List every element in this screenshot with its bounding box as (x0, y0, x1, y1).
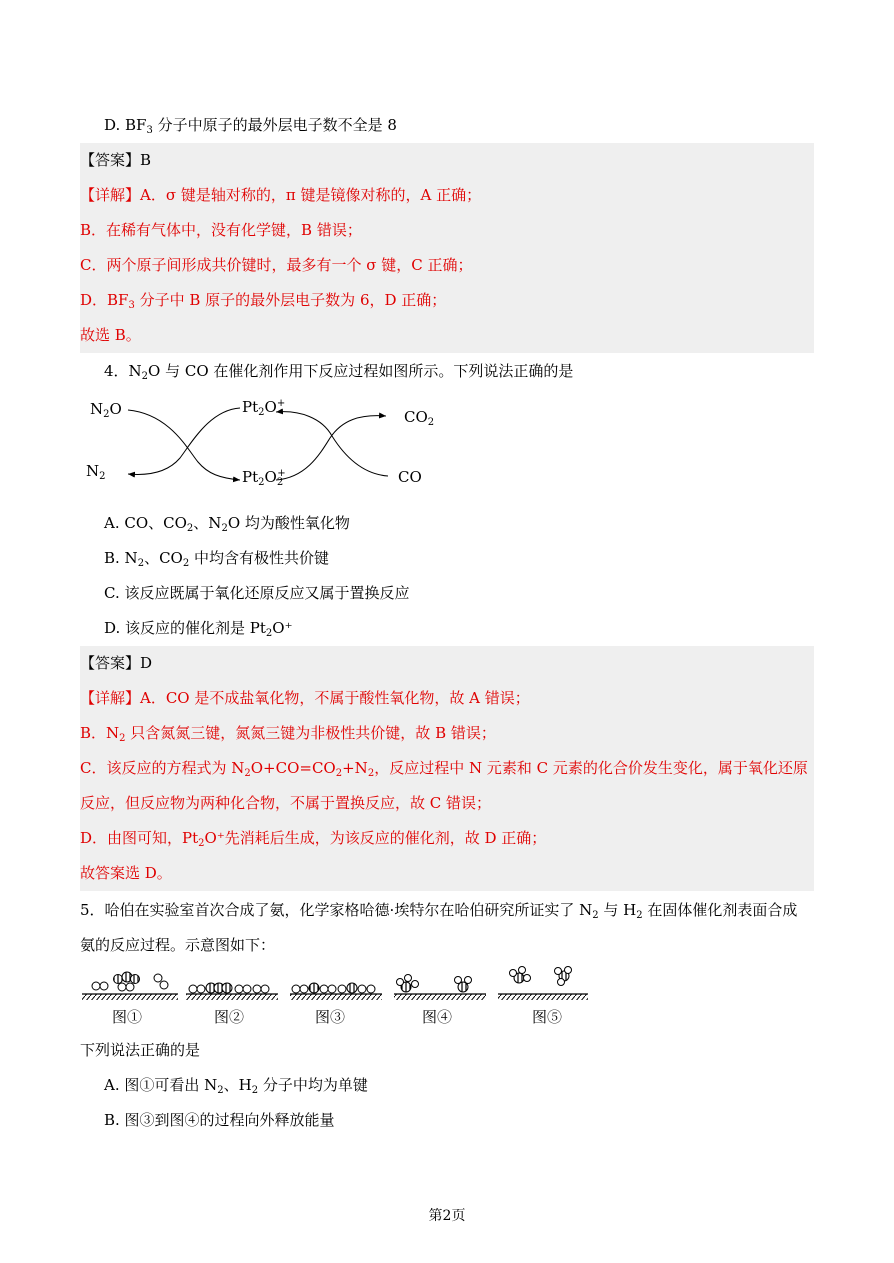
arrow-pt2o-to-n2 (128, 408, 240, 474)
fig-label-3: 图③ (315, 1008, 346, 1026)
q3-detail-d: D．$BF_3$ 分子中 B 原子的最外层电子数为 6，D 正确； (80, 283, 814, 318)
arrow-co-to-pt2o (276, 412, 388, 476)
q5-option-a: A. 图①可看出 $N_2$、$H_2$ 分子中均为单键 (104, 1076, 368, 1096)
label-co2: $CO_2$ (404, 408, 435, 428)
q4-answer: 【答案】D (80, 646, 814, 681)
fig-label-4: 图④ (422, 1008, 453, 1026)
reaction-cycle-diagram (80, 392, 460, 502)
q5-option-b: B. 图③到图④的过程向外释放能量 (104, 1111, 335, 1129)
q3-detail-a: 【详解】A．σ 键是轴对称的，π 键是镜像对称的，A 正确； (80, 178, 814, 213)
label-co: CO (398, 468, 422, 486)
panel-2 (186, 983, 278, 1000)
fig-label-1: 图① (112, 1008, 143, 1026)
label-pt2o-plus: $Pt_2O^+$ (242, 398, 286, 418)
fig-label-5: 图⑤ (532, 1008, 563, 1026)
q4-option-b: B. $N_2$、$CO_2$ 中均含有极性共价键 (104, 549, 329, 569)
q5-stem-line1: 5．哈伯在实验室首次合成了氨，化学家格哈德·埃特尔在哈伯研究所证实了 $N_2$ 与 $H_2$ 在固体催化剂表面合成 (80, 901, 798, 921)
q4-option-c: C. 该反应既属于氧化还原反应又属于置换反应 (104, 584, 410, 602)
q4-option-a: A. CO、$CO_2$、$N_2O$ 均为酸性氧化物 (104, 514, 350, 534)
page-number: 第2页 (428, 1208, 466, 1224)
q4-conclusion: 故答案选 D。 (80, 856, 814, 891)
panel-1 (82, 972, 178, 1000)
label-pt2o2-plus: $Pt_2O_2^+$ (242, 468, 286, 488)
haber-process-figure (80, 966, 590, 1032)
q4-detail-a: 【详解】A．CO 是不成盐氧化物，不属于酸性氧化物，故 A 错误； (80, 681, 814, 716)
panel-4 (394, 975, 486, 1001)
q4-detail-c-line2: 反应，但反应物为两种化合物，不属于置换反应，故 C 错误； (80, 786, 814, 821)
arrow-pt2o2-to-co2 (276, 416, 386, 480)
catalyst-surface-panels (80, 966, 590, 1006)
q3-detail-c: C．两个原子间形成共价键时，最多有一个 σ 键，C 正确； (80, 248, 814, 283)
q3-option-d: D. $BF_3$ 分子中原子的最外层电子数不全是 8 (104, 116, 397, 136)
label-n2o: $N_2O$ (90, 400, 122, 420)
q3-answer: 【答案】B (80, 143, 814, 178)
arrow-n2o-to-pt2o2 (128, 410, 240, 480)
label-n2: $N_2$ (86, 462, 106, 482)
q4-detail-d: D．由图可知，$Pt_2O^+$先消耗后生成，为该反应的催化剂，故 D 正确； (80, 821, 814, 856)
q3-detail-b: B．在稀有气体中，没有化学键，B 错误； (80, 213, 814, 248)
panel-3 (290, 983, 382, 1000)
q5-stem-line2: 氨的反应过程。示意图如下： (80, 936, 276, 954)
q4-stem: 4．$N_2O$ 与 CO 在催化剂作用下反应过程如图所示。下列说法正确的是 (104, 362, 574, 382)
fig-label-2: 图② (214, 1008, 245, 1026)
q4-detail-b: B．$N_2$ 只含氮氮三键，氮氮三键为非极性共价键，故 B 错误； (80, 716, 814, 751)
q3-conclusion: 故选 B。 (80, 318, 814, 353)
q5-prompt: 下列说法正确的是 (80, 1041, 201, 1059)
q4-detail-c-line1: C．该反应的方程式为 $N_2O+CO=CO_2+N_2$，反应过程中 N 元素和 C 元素的化合价发生变化，属于氧化还原 (80, 751, 814, 786)
panel-5 (498, 967, 588, 1001)
q4-option-d: D. 该反应的催化剂是 $Pt_2O^+$ (104, 619, 293, 639)
